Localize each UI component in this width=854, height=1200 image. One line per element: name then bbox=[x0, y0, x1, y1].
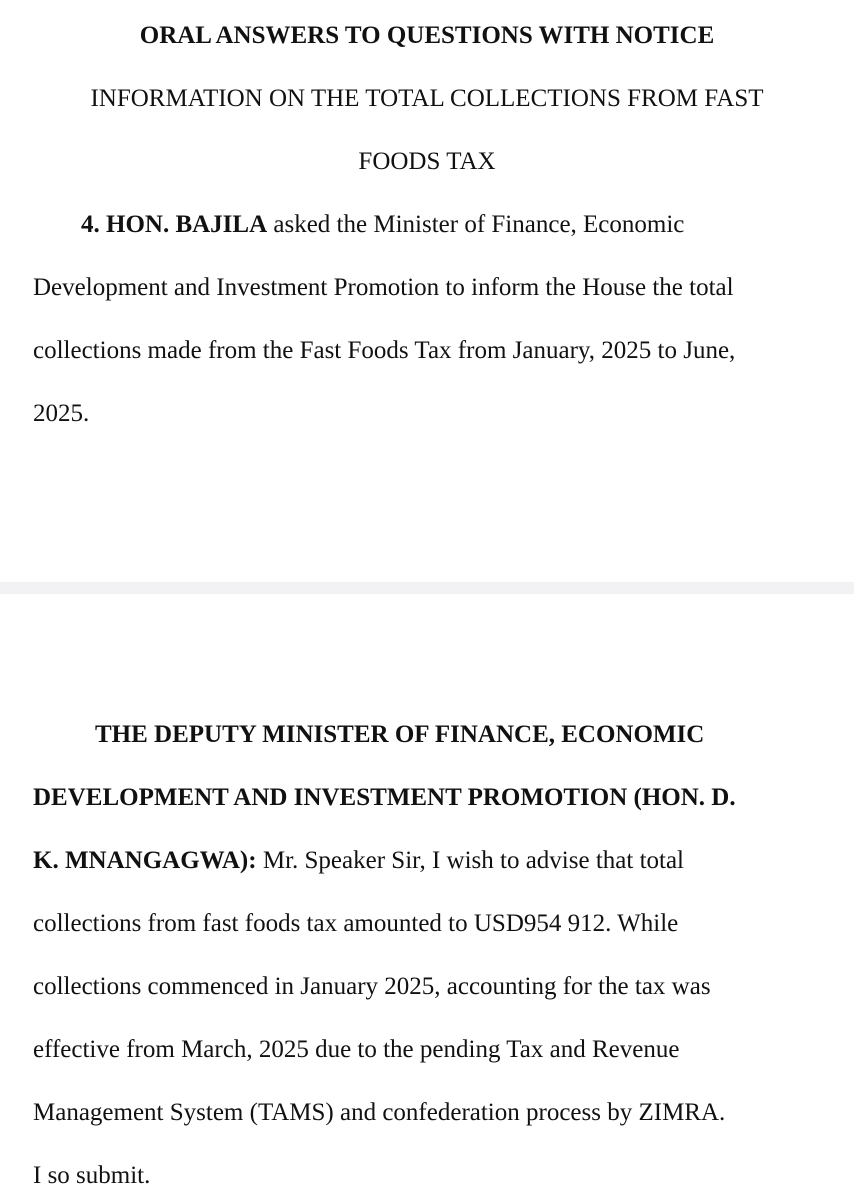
question-line-1 bbox=[81, 210, 684, 240]
question-text: asked the Minister of Finance, Economic bbox=[267, 211, 685, 238]
answer-speaker-name: K. MNANGAGWA): bbox=[33, 847, 257, 874]
section-heading: ORAL ANSWERS TO QUESTIONS WITH NOTICE bbox=[139, 22, 715, 49]
answer-speaker-line-2: DEVELOPMENT AND INVESTMENT PROMOTION (HON. D. bbox=[33, 784, 736, 811]
question-line-3: collections made from the Fast Foods Tax from January, 2025 to June, bbox=[33, 337, 736, 364]
document-page-top bbox=[0, 0, 854, 582]
answer-speaker-line-1: THE DEPUTY MINISTER OF FINANCE, ECONOMIC bbox=[95, 721, 705, 748]
answer-line-1 bbox=[33, 846, 684, 876]
answer-line-5: Management System (TAMS) and confederation process by ZIMRA. bbox=[33, 1099, 726, 1126]
question-member: 4. HON. BAJILA bbox=[81, 211, 268, 238]
answer-line-3: collections commenced in January 2025, accounting for the tax was bbox=[33, 973, 711, 1000]
answer-text: Mr. Speaker Sir, I wish to advise that total bbox=[256, 847, 684, 874]
answer-line-2: collections from fast foods tax amounted to USD954 912. While bbox=[33, 910, 679, 937]
answer-line-4: effective from March, 2025 due to the pending Tax and Revenue bbox=[33, 1036, 680, 1063]
answer-line-6: I so submit. bbox=[33, 1162, 151, 1189]
question-title-line-1: INFORMATION ON THE TOTAL COLLECTIONS FROM FAST bbox=[90, 85, 764, 112]
question-line-4: 2025. bbox=[33, 400, 90, 427]
page-separator bbox=[0, 582, 854, 594]
question-title-line-2: FOODS TAX bbox=[358, 148, 496, 175]
question-line-2: Development and Investment Promotion to inform the House the total bbox=[33, 274, 734, 301]
